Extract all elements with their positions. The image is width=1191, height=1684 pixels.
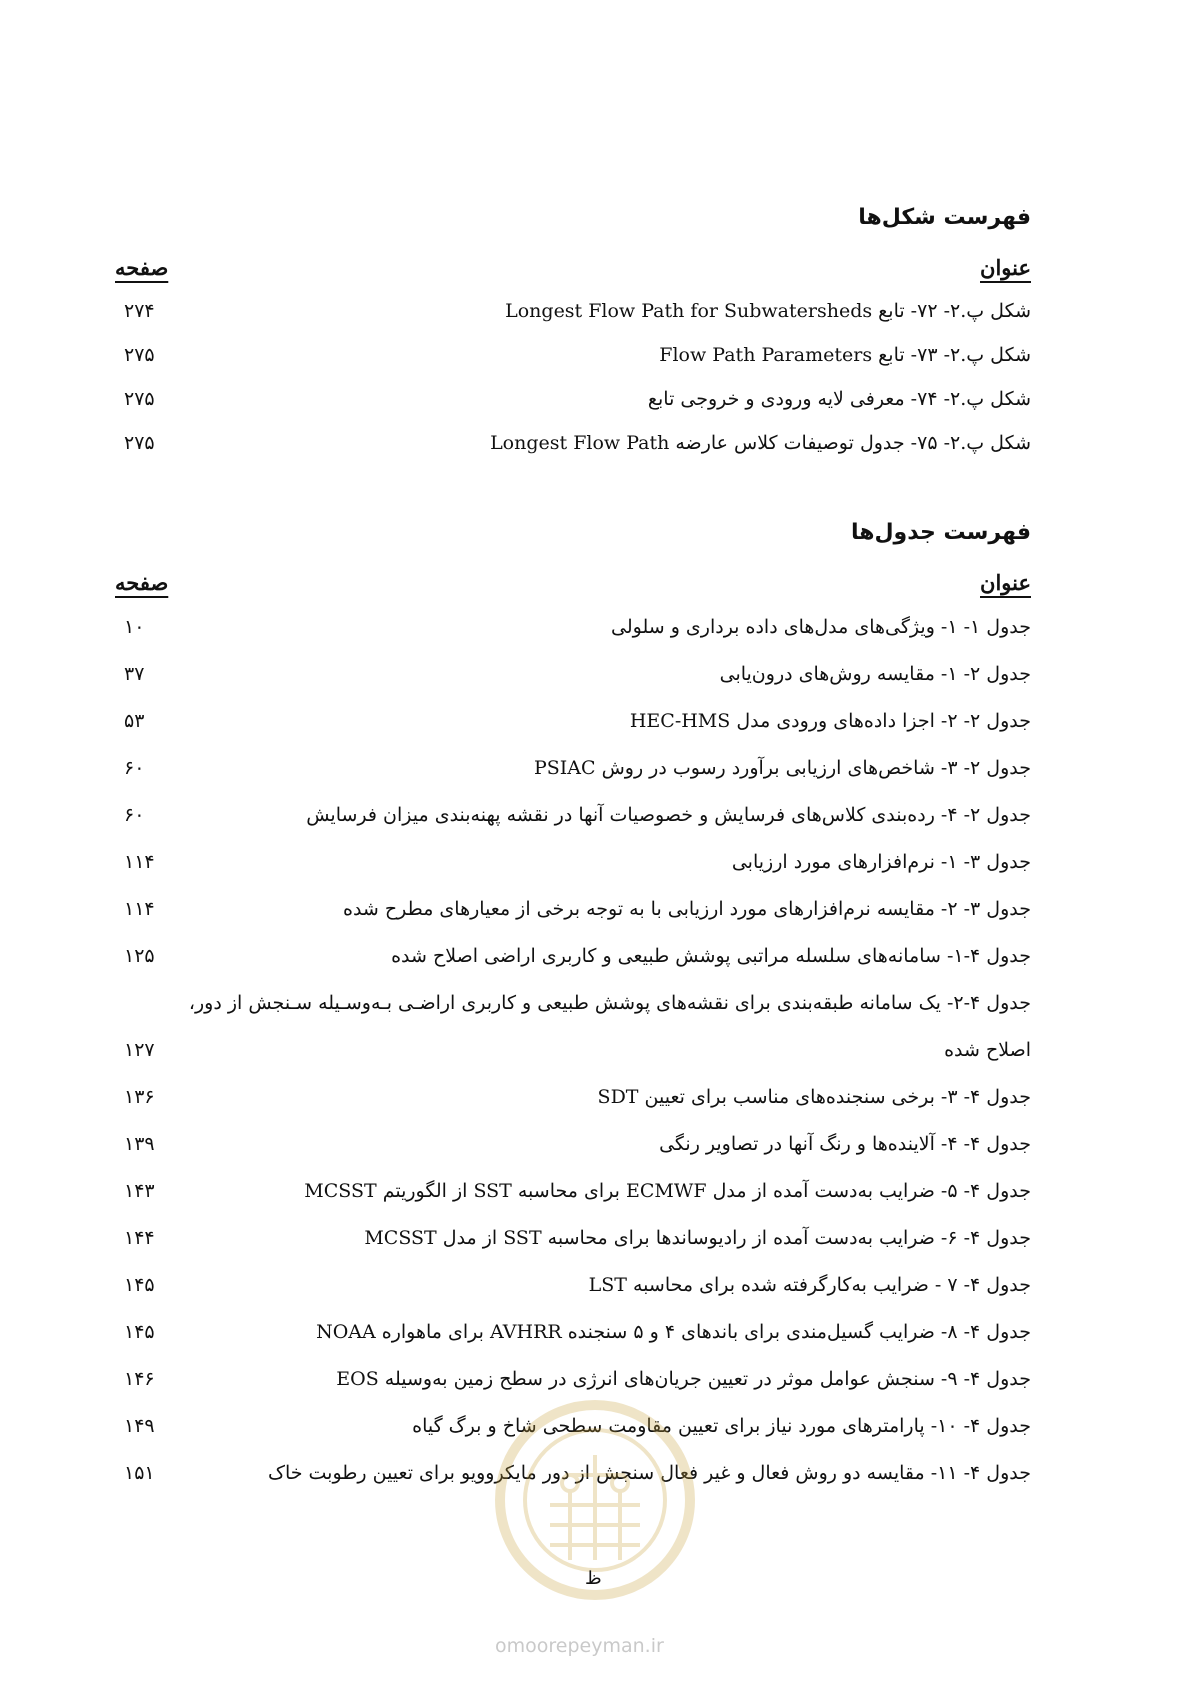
item-page: ۱۳۶ (124, 1086, 155, 1108)
item-page: ۱۴۴ (124, 1227, 155, 1249)
list-item (0, 1223, 1191, 1270)
item-page: ۲۷۴ (124, 300, 155, 322)
item-title: شکل پ.۲- ۷۴- معرفی لایه ورودی و خروجی تابع (647, 388, 1031, 410)
item-title: جدول ۲- ۱- مقایسه روش‌های درون‌یابی (719, 663, 1031, 685)
list-item (0, 384, 1191, 428)
page-number: ظ (585, 1568, 602, 1589)
item-title: جدول ۲- ۳- شاخص‌های ارزیابی برآورد رسوب در روش PSIAC (533, 757, 1031, 779)
list-item (0, 1317, 1191, 1364)
item-title: جدول ۴- ۱۱- مقایسه دو روش فعال و غیر فعال سنجش از دور مایکروویو برای تعیین رطوبت خاک (267, 1462, 1031, 1484)
item-page: ۲۷۵ (124, 432, 155, 454)
item-page: ۶۰ (124, 757, 145, 779)
watermark-text: omoorepeyman.ir (495, 1635, 664, 1657)
list-item (0, 296, 1191, 340)
item-page: ۱۲۵ (124, 945, 155, 967)
list-item (0, 1270, 1191, 1317)
item-page: ۱۳۹ (124, 1133, 155, 1155)
item-page: ۱۴۵ (124, 1274, 155, 1296)
list-item (0, 340, 1191, 384)
item-page: ۱۵۱ (124, 1462, 155, 1484)
list-item (0, 1129, 1191, 1176)
figures-page-column-header: صفحه (115, 255, 169, 280)
item-title: جدول ۴- ۴- آلاینده‌ها و رنگ آنها در تصاویر رنگی (659, 1133, 1031, 1155)
item-page: ۲۷۵ (124, 388, 155, 410)
item-title: جدول ۴-۱- سامانه‌های سلسله مراتبی پوشش طبیعی و کاربری اراضی اصلاح شده (391, 945, 1031, 967)
list-item-continuation (0, 1035, 1191, 1082)
list-item (0, 706, 1191, 753)
list-item (0, 847, 1191, 894)
list-item (0, 1176, 1191, 1223)
figures-list (0, 296, 1191, 472)
tables-page-column-header: صفحه (115, 570, 169, 595)
item-page: ۱۴۵ (124, 1321, 155, 1343)
item-title: جدول ۳- ۲- مقایسه نرم‌افزارهای مورد ارزیابی با به توجه برخی از معیارهای مطرح شده (342, 898, 1031, 920)
item-title: جدول ۴- ۱۰- پارامترهای مورد نیاز برای تعیین مقاومت سطحی شاخ و برگ گیاه (412, 1415, 1031, 1437)
item-title: جدول ۴- ۵- ضرایب به‌دست آمده از مدل ECMWF برای محاسبه SST از الگوریتم MCSST (304, 1180, 1031, 1202)
item-page: ۵۳ (124, 710, 145, 732)
item-title: جدول ۴- ۷ - ضرایب به‌کارگرفته شده برای محاسبه LST (588, 1274, 1031, 1296)
list-item (0, 1082, 1191, 1129)
figures-title-column-header: عنوان (980, 255, 1031, 280)
list-item (0, 428, 1191, 472)
item-page: ۱۱۴ (124, 898, 155, 920)
item-title: شکل پ.۲- ۷۵- جدول توصیفات کلاس عارضه Longest Flow Path (490, 432, 1031, 454)
item-page: ۱۰ (124, 616, 145, 638)
item-page: ۶۰ (124, 804, 145, 826)
item-title: جدول ۴-۲- یک سامانه طبقه‌بندی برای نقشه‌های پوشش طبیعی و کاربری اراضـی بـه‌وسـیله سـنجش از دور، (188, 992, 1031, 1014)
item-page: ۱۴۳ (124, 1180, 155, 1202)
item-title: جدول ۲- ۴- رده‌بندی کلاس‌های فرسایش و خصوصیات آنها در نقشه پهنه‌بندی میزان فرسایش (306, 804, 1031, 826)
list-item (0, 988, 1191, 1035)
list-item (0, 612, 1191, 659)
item-title: شکل پ.۲- ۷۲- تابع Longest Flow Path for Subwatersheds (505, 300, 1031, 322)
list-item (0, 800, 1191, 847)
list-item (0, 659, 1191, 706)
item-page: ۱۱۴ (124, 851, 155, 873)
item-page: ۳۷ (124, 663, 145, 685)
item-page: ۱۴۹ (124, 1415, 155, 1437)
list-item (0, 753, 1191, 800)
item-page: ۱۲۷ (124, 1039, 155, 1061)
figures-section-title: فهرست شکل‌ها (858, 205, 1031, 230)
tables-list (0, 612, 1191, 1505)
list-item (0, 941, 1191, 988)
item-title: جدول ۳- ۱- نرم‌افزارهای مورد ارزیابی (731, 851, 1031, 873)
item-title: جدول ۲- ۲- اجزا داده‌های ورودی مدل HEC-HMS (629, 710, 1031, 732)
item-page: ۱۴۶ (124, 1368, 155, 1390)
item-title: جدول ۴- ۶- ضرایب به‌دست آمده از رادیوساندها برای محاسبه SST از مدل MCSST (364, 1227, 1031, 1249)
item-title: جدول ۴- ۸- ضرایب گسیل‌مندی برای باندهای ۴ و ۵ سنجنده AVHRR برای ماهواره NOAA (316, 1321, 1031, 1343)
item-title: جدول ۴- ۳- برخی سنجنده‌های مناسب برای تعیین SDT (597, 1086, 1031, 1108)
item-title: جدول ۴- ۹- سنجش عوامل موثر در تعیین جریان‌های انرژی در سطح زمین به‌وسیله EOS (336, 1368, 1031, 1390)
item-title: شکل پ.۲- ۷۳- تابع Flow Path Parameters (659, 344, 1031, 366)
tables-section-title: فهرست جدول‌ها (850, 520, 1031, 545)
item-title: جدول ۱- ۱- ویژگی‌های مدل‌های داده برداری و سلولی (611, 616, 1031, 638)
item-page: ۲۷۵ (124, 344, 155, 366)
list-item (0, 894, 1191, 941)
item-title: اصلاح شده (944, 1039, 1031, 1061)
tables-title-column-header: عنوان (980, 570, 1031, 595)
